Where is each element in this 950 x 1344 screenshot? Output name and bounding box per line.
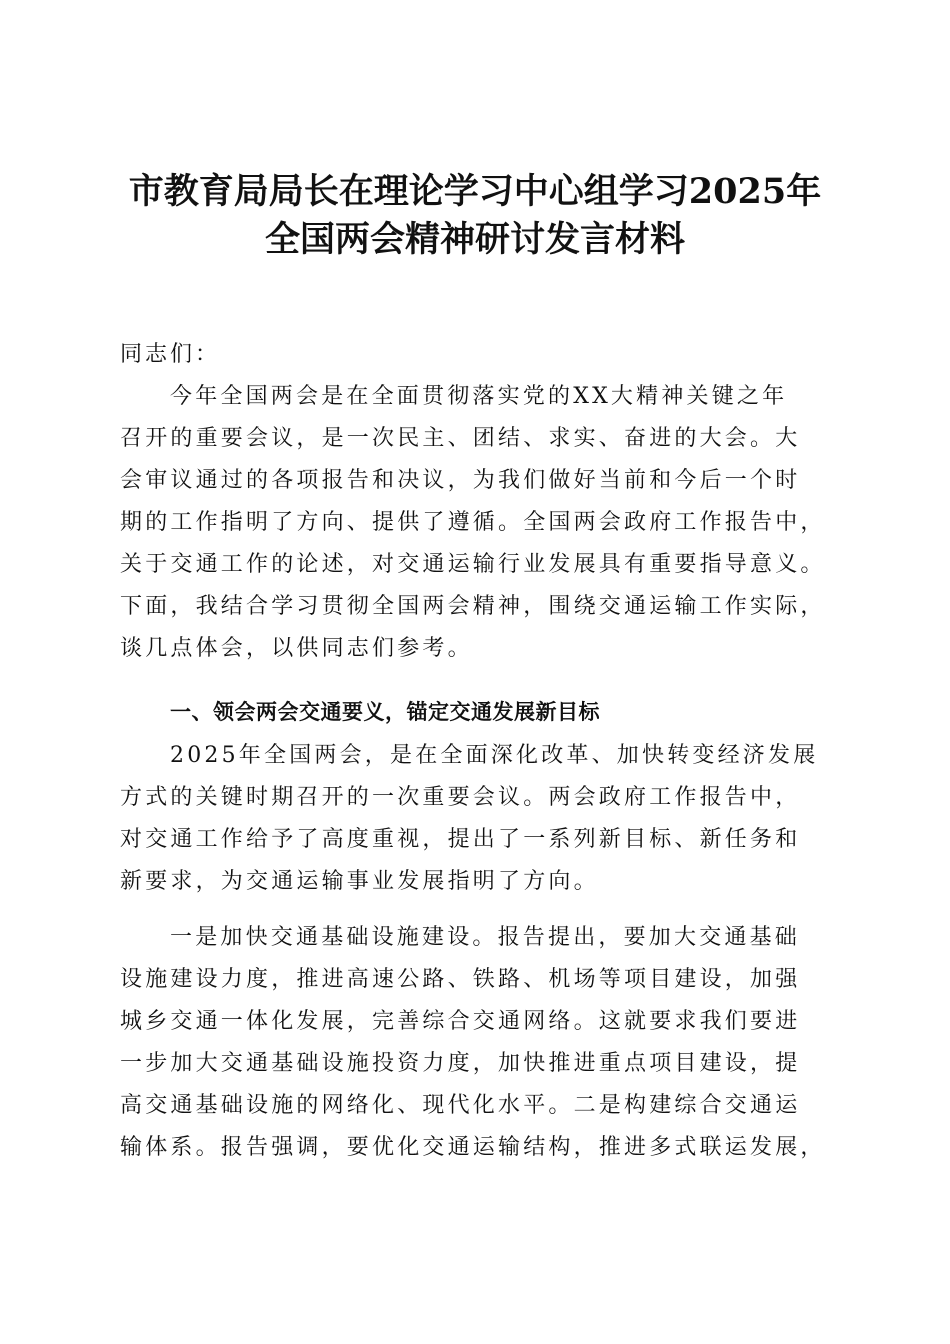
paragraph-line: 谈几点体会，以供同志们参考。	[120, 636, 473, 661]
paragraph-line: 关于交通工作的论述，对交通运输行业发展具有重要指导意义。	[120, 552, 826, 577]
paragraph-line: 下面，我结合学习贯彻全国两会精神，围绕交通运输工作实际，	[120, 594, 826, 619]
title-line-2: 全国两会精神研讨发言材料	[264, 219, 685, 260]
paragraph-1	[120, 376, 832, 670]
section-heading-1: 一、领会两会交通要义，锚定交通发展新目标	[170, 700, 600, 724]
document-title	[100, 168, 850, 264]
paragraph-line: 城乡交通一体化发展，完善综合交通网络。这就要求我们要进	[120, 1009, 801, 1034]
paragraph-line: 期的工作指明了方向、提供了遵循。全国两会政府工作报告中，	[120, 510, 826, 535]
paragraph-line: 会审议通过的各项报告和决议，为我们做好当前和今后一个时	[120, 468, 801, 493]
paragraph-line: 召开的重要会议，是一次民主、团结、求实、奋进的大会。大	[120, 426, 801, 451]
salutation: 同志们：	[120, 342, 221, 367]
paragraph-line: 对交通工作给予了高度重视，提出了一系列新目标、新任务和	[120, 827, 801, 852]
paragraph-line: 输体系。报告强调，要优化交通运输结构，推进多式联运发展，	[120, 1135, 826, 1160]
paragraph-line: 高交通基础设施的网络化、现代化水平。二是构建综合交通运	[120, 1093, 801, 1118]
paragraph-line: 方式的关键时期召开的一次重要会议。两会政府工作报告中，	[120, 785, 801, 810]
paragraph-line: 今年全国两会是在全面贯彻落实党的XX大精神关键之年	[170, 384, 788, 409]
title-line-1: 市教育局局长在理论学习中心组学习2025年	[128, 171, 822, 212]
paragraph-2	[120, 735, 832, 903]
paragraph-3	[120, 917, 832, 1169]
paragraph-line: 一是加快交通基础设施建设。报告提出，要加大交通基础	[170, 925, 801, 950]
paragraph-line: 设施建设力度，推进高速公路、铁路、机场等项目建设，加强	[120, 967, 801, 992]
paragraph-line: 2025年全国两会，是在全面深化改革、加快转变经济发展	[170, 743, 819, 768]
paragraph-line: 新要求，为交通运输事业发展指明了方向。	[120, 869, 599, 894]
paragraph-line: 一步加大交通基础设施投资力度，加快推进重点项目建设，提	[120, 1051, 801, 1076]
